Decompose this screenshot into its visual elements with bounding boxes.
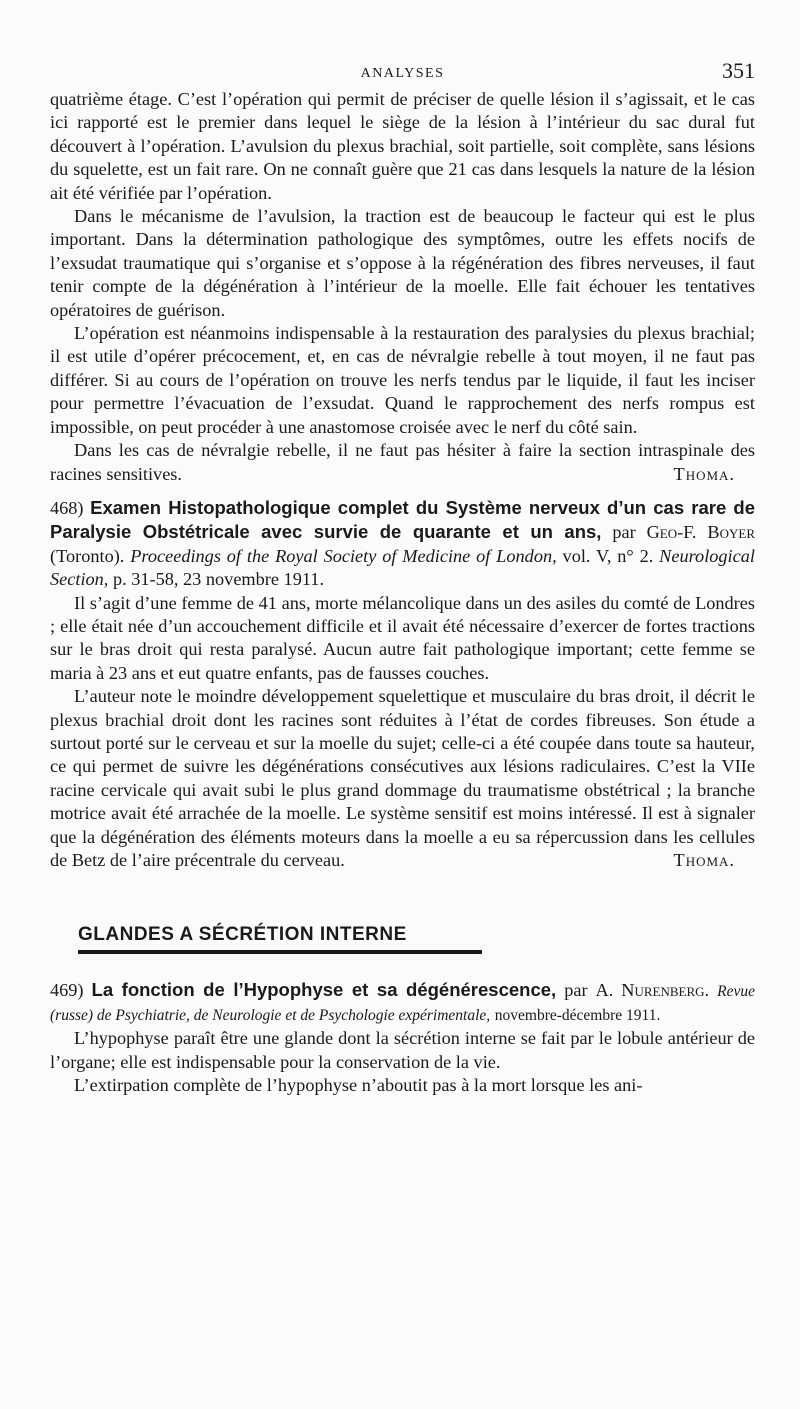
page-number: 351 [722, 58, 755, 83]
paragraph-text: L’auteur note le moindre développement squelettique et musculaire du bras droit, il décrit le plexus brachial droit dont les racines sont réduites à l’état de cordes fibreuses. Son étude a surtout porté sur le cerveau et sur la moelle du sujet; celle-ci a été coupée dans toute sa hauteur, ce qui permet de suivre les dégénérations consécutives aux lésions radiculaires. C’est la VIIe racine cervicale qui avait subi le plus grand dommage du traumatisme obstétrical ; la branche motrice avait été arrachée de la moelle. Le système sensitif est moins intéressé. Il est à signaler que la dégénération des éléments moteurs dans la moelle a eu sa répercussion dans les cellules de Betz de l’aire précentrale du cerveau. [50, 686, 755, 870]
entry-number: 469) [50, 980, 84, 1001]
journal-date: novembre-décembre 1911. [494, 1007, 661, 1025]
paragraph [50, 685, 755, 872]
section-heading: GLANDES A SÉCRÉTION INTERNE [78, 924, 482, 954]
running-head [50, 58, 755, 88]
paragraph: quatrième étage. C’est l’opération qui permit de préciser de quelle lésion il s’agissait, et le cas ici rapporté est le premier dans lequel le siège de la lésion à l’intérieur du sac dural fut découvert à l’opération. L’avulsion du plexus brachial, soit partielle, soit complète, sans lésions du squelette, est un fait rare. On ne connaît guère que 21 cas dans lesquels la nature de la lésion ait été vérifiée par l’opération. [50, 89, 755, 203]
entry-469-heading [50, 978, 755, 1027]
author: A. Nurenberg. [595, 980, 710, 1001]
journal-section: Neurological Section, [50, 545, 755, 590]
par-text: par [612, 522, 636, 543]
entry-468-heading [50, 496, 755, 592]
par-text: par [564, 980, 588, 1001]
running-title: ANALYSES [360, 66, 445, 81]
page [50, 58, 755, 1098]
entry-number: 468) [50, 497, 84, 518]
paragraph-text: Dans les cas de névralgie rebelle, il ne faut pas hésiter à faire la section intraspinale des racines sensitives. [50, 440, 755, 484]
volume: vol. V, n° 2. [562, 545, 654, 566]
paragraph: Dans le mécanisme de l’avulsion, la traction est de beaucoup le facteur qui est le plus important. Dans la détermination pathologique des symptômes, outre les effets nocifs de l’exsudat traumatique qui s’organise et s’oppose à la régénération des fibres nerveuses, il faut tenir compte de la dégénération à l’intérieur de la moelle. Elle fait échouer les tentatives opératoires de guérison. [50, 206, 755, 320]
entry-title: La fonction de l’Hypophyse et sa dégénérescence, [91, 979, 557, 1001]
paragraph: L’hypophyse paraît être une glande dont la sécrétion interne se fait par le lobule antérieur de l’organe; elle est indispensable pour la conservation de la vie. [50, 1028, 755, 1072]
entry-title: Examen Histopathologique complet du Système nerveux d’un cas rare de Paralysie Obstétricale avec survie de quarante et un ans, [50, 496, 756, 543]
journal: Proceedings of the Royal Society of Medicine of London, [130, 545, 557, 566]
signature: Thoma. [673, 463, 735, 484]
journal: Revue (russe) de Psychiatrie, de Neurologie et de Psychologie expérimentale, [50, 983, 755, 1025]
paragraph: L’opération est néanmoins indispensable à la restauration des paralysies du plexus brachial; il est utile d’opérer précocement, et, en cas de névralgie rebelle à tout moyen, il ne faut pas différer. Si au cours de l’opération on trouve les nerfs tendus par le liquide, il faut les inciser pour permettre l’évacuation de l’exsudat. Quand le rapprochement des nerfs rompus est impossible, on peut procéder à une anastomose croisée avec le nerf du côté sain. [50, 323, 755, 437]
paragraph [50, 439, 755, 486]
signature: Thoma. [673, 850, 735, 870]
paragraph: Il s’agit d’une femme de 41 ans, morte mélancolique dans un des asiles du comté de Londres ; elle était née d’un accouchement difficile et il avait été nécessaire d’exercer de fortes tractions sur le bras droit qui resta paralysé. Aucun autre fait pathologique important; cette femme se maria à 23 ans et eut quatre enfants, pas de fausses couches. [50, 592, 755, 683]
pages: p. 31-58, 23 novembre 1911. [112, 569, 325, 590]
paragraph: L’extirpation complète de l’hypophyse n’aboutit pas à la mort lorsque les ani- [74, 1075, 643, 1096]
author: Geo-F. Boyer [646, 522, 755, 543]
author-place: (Toronto). [50, 545, 125, 566]
